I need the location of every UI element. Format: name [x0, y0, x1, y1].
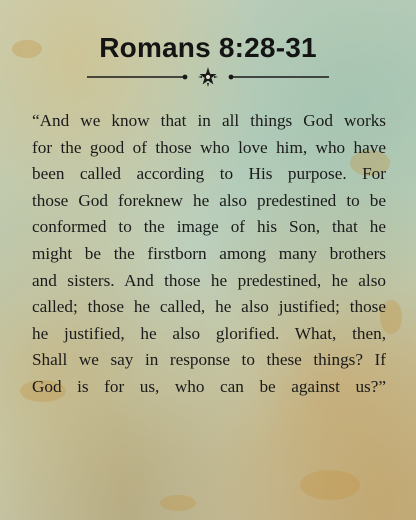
verse-text	[32, 108, 386, 401]
verse-line: those God foreknew he also predestined to be	[32, 190, 386, 210]
verse-line: “And we know that in all things God works	[32, 111, 386, 130]
verse-line: conformed to the image of his Son, that he	[32, 217, 386, 237]
verse-line: God is for us, who can be against us?”	[32, 376, 386, 396]
verse-line: and sisters. And those he predestined, he also	[32, 270, 386, 290]
verse-line: he justified, he also glorified. What, then,	[32, 323, 386, 343]
verse-line: for the good of those who love him, who have	[32, 137, 386, 157]
verse-line: might be the firstborn among many brothers	[32, 243, 386, 263]
texture-speckle	[300, 470, 360, 500]
verse-line: Shall we say in response to these things? If	[32, 350, 386, 370]
verse-line: been called according to His purpose. For	[32, 164, 386, 184]
verse-line: called; those he called, he also justified; those	[32, 297, 386, 317]
page-title: Romans 8:28-31	[99, 32, 317, 63]
texture-speckle	[160, 495, 196, 511]
ornamental-divider-icon	[87, 66, 329, 88]
